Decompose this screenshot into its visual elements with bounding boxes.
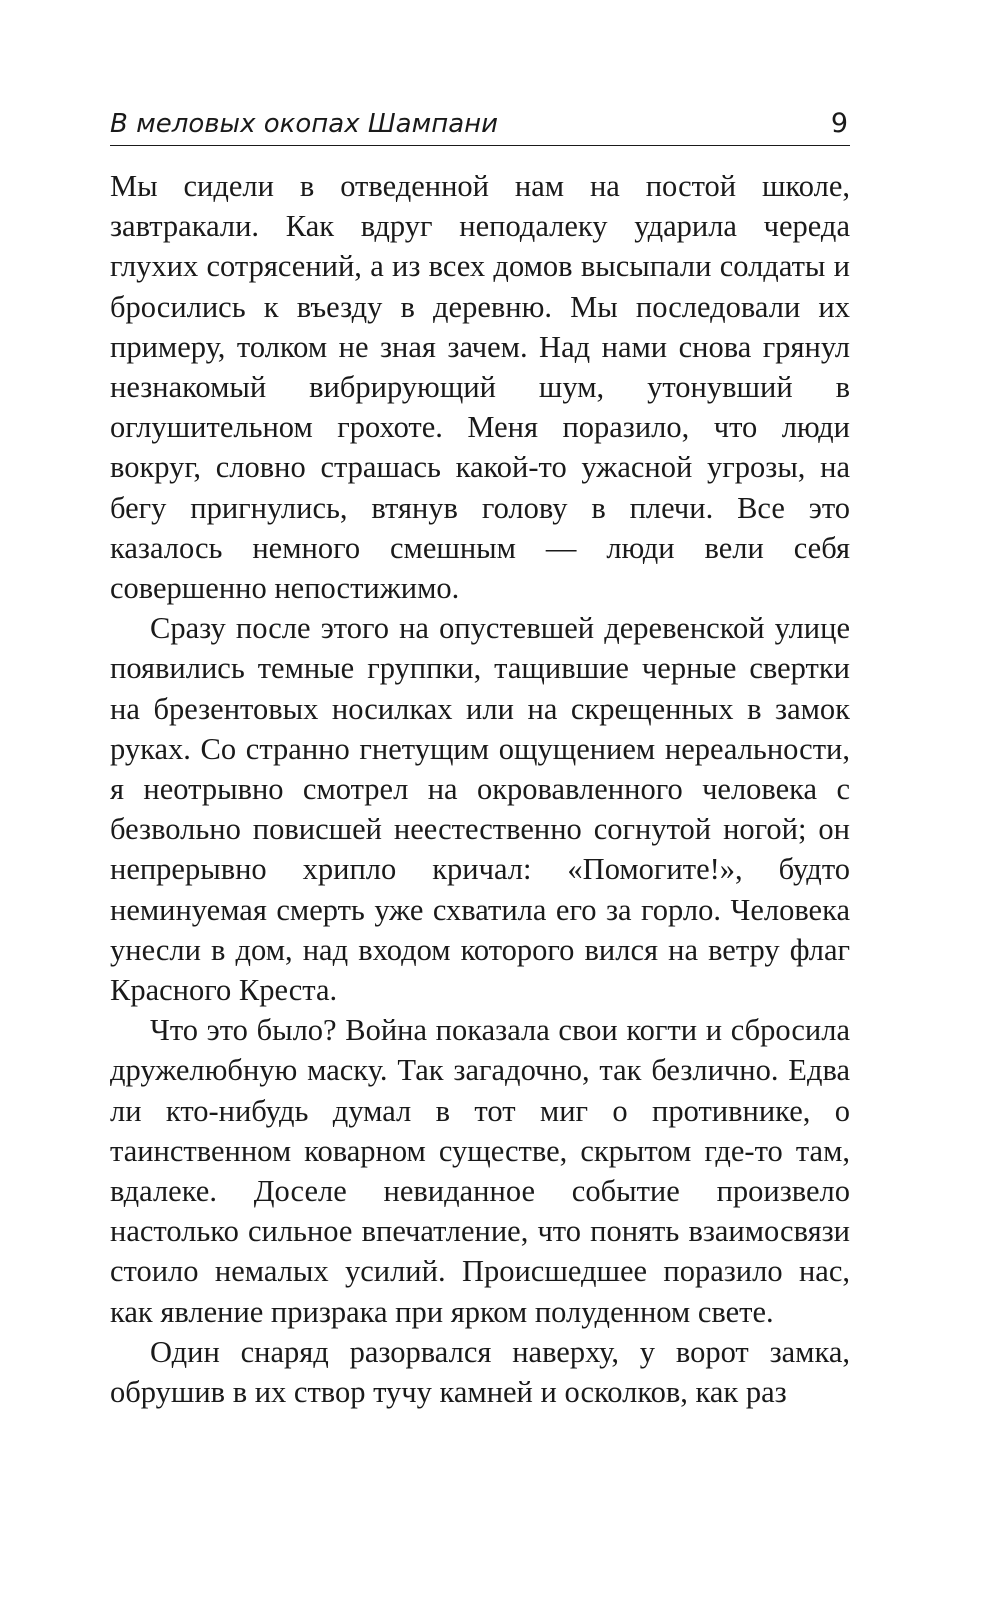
paragraph: Что это было? Война показала свои когти и сбросила дружелюбную маску. Так загадочно, так безлично. Едва ли кто-нибудь думал в тот миг о противнике, о таинственном коварном существе, скрытом где-то там, вдалеке. Доселе невиданное событие произвело настолько сильное впечатление, что понять взаимосвязи стоило немалых усилий. Происшедшее поразило нас, как явление призрака при ярком полуденном свете. bbox=[110, 1013, 850, 1329]
book-page bbox=[110, 108, 850, 1412]
running-title: В меловых окопах Шампани bbox=[110, 109, 499, 139]
running-head bbox=[110, 108, 850, 146]
page-number: 9 bbox=[830, 108, 848, 139]
body-text bbox=[110, 166, 850, 1412]
paragraph: Один снаряд разорвался наверху, у ворот замка, обрушив в их створ тучу камней и осколков, как раз bbox=[110, 1334, 850, 1410]
paragraph: Мы сидели в отведенной нам на постой школе, завтракали. Как вдруг неподалеку ударила череда глухих сотрясений, а из всех домов высыпали солдаты и бросились к въезду в деревню. Мы последовали их примеру, толком не зная зачем. Над нами снова грянул незнакомый вибрирующий шум, утонувший в оглушительном грохоте. Меня поразило, что люди вокруг, словно страшась какой-то ужасной угрозы, на бегу пригнулись, втянув голову в плечи. Все это казалось немного смешным — люди вели себя совершенно непостижимо. bbox=[110, 169, 850, 606]
paragraph: Сразу после этого на опустевшей деревенской улице появились темные группки, тащившие черные свертки на брезентовых носилках или на скрещенных в замок руках. Со странно гнетущим ощущением нереальности, я неотрывно смотрел на окровавленного человека с безвольно повисшей неестественно согнутой ногой; он непрерывно хрипло кричал: «Помогите!», будто неминуемая смерть уже схватила его за горло. Человека унесли в дом, над входом которого вился на ветру флаг Красного Креста. bbox=[110, 611, 850, 1008]
